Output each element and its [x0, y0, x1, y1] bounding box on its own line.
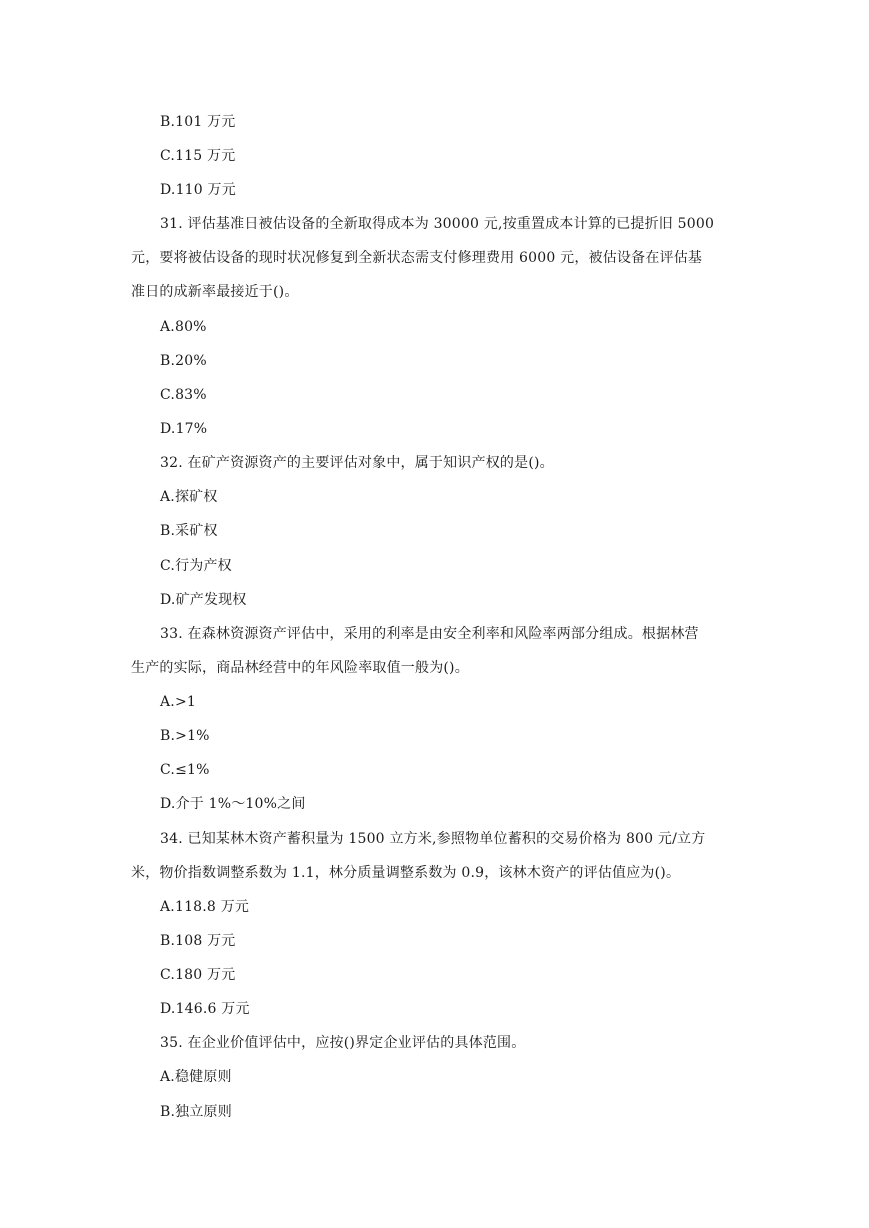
- question-35: 35. 在企业价值评估中，应按()界定企业评估的具体范围。: [160, 1035, 526, 1051]
- option-d-q34: D.146.6 万元: [160, 1001, 250, 1017]
- question-31-line-2: 元，要将被估设备的现时状况修复到全新状态需支付修理费用 6000 元，被估设备在评估基: [131, 250, 703, 266]
- option-a-q35: A.稳健原则: [160, 1069, 232, 1085]
- option-c-q33: C.≤1%: [160, 762, 210, 778]
- question-32: 32. 在矿产资源资产的主要评估对象中，属于知识产权的是()。: [160, 455, 554, 471]
- option-a-q33: A.>1: [160, 694, 196, 710]
- option-b-q34: B.108 万元: [160, 933, 236, 949]
- option-d-q32: D.矿产发现权: [160, 592, 247, 608]
- question-33-line-1: 33. 在森林资源资产评估中，采用的利率是由安全利率和风险率两部分组成。根据林营: [160, 626, 699, 642]
- option-b-q31: B.20%: [160, 353, 207, 369]
- question-31-line-1: 31. 评估基准日被估设备的全新取得成本为 30000 元,按重置成本计算的已提折旧 5000: [160, 216, 715, 232]
- option-a-q31: A.80%: [160, 319, 207, 335]
- question-31-line-3: 准日的成新率最接近于()。: [131, 284, 299, 300]
- option-a-q34: A.118.8 万元: [160, 899, 250, 915]
- option-b-q35: B.独立原则: [160, 1104, 232, 1120]
- option-c-q32: C.行为产权: [160, 558, 232, 574]
- question-34-line-1: 34. 已知某林木资产蓄积量为 1500 立方米,参照物单位蓄积的交易价格为 800 元/立方: [160, 831, 706, 847]
- option-d-q30: D.110 万元: [160, 182, 236, 198]
- option-c-q30: C.115 万元: [160, 148, 236, 164]
- option-b-q33: B.>1%: [160, 728, 210, 744]
- question-34-line-2: 米，物价指数调整系数为 1.1，林分质量调整系数为 0.9，该林木资产的评估值应为()。: [131, 865, 681, 881]
- option-c-q34: C.180 万元: [160, 967, 236, 983]
- option-a-q32: A.探矿权: [160, 489, 218, 505]
- option-b-q30: B.101 万元: [160, 114, 236, 130]
- option-b-q32: B.采矿权: [160, 523, 218, 539]
- option-d-q33: D.介于 1%～10%之间: [160, 796, 306, 812]
- question-33-line-2: 生产的实际，商品林经营中的年风险率取值一般为()。: [131, 660, 469, 676]
- option-c-q31: C.83%: [160, 387, 207, 403]
- option-d-q31: D.17%: [160, 421, 208, 437]
